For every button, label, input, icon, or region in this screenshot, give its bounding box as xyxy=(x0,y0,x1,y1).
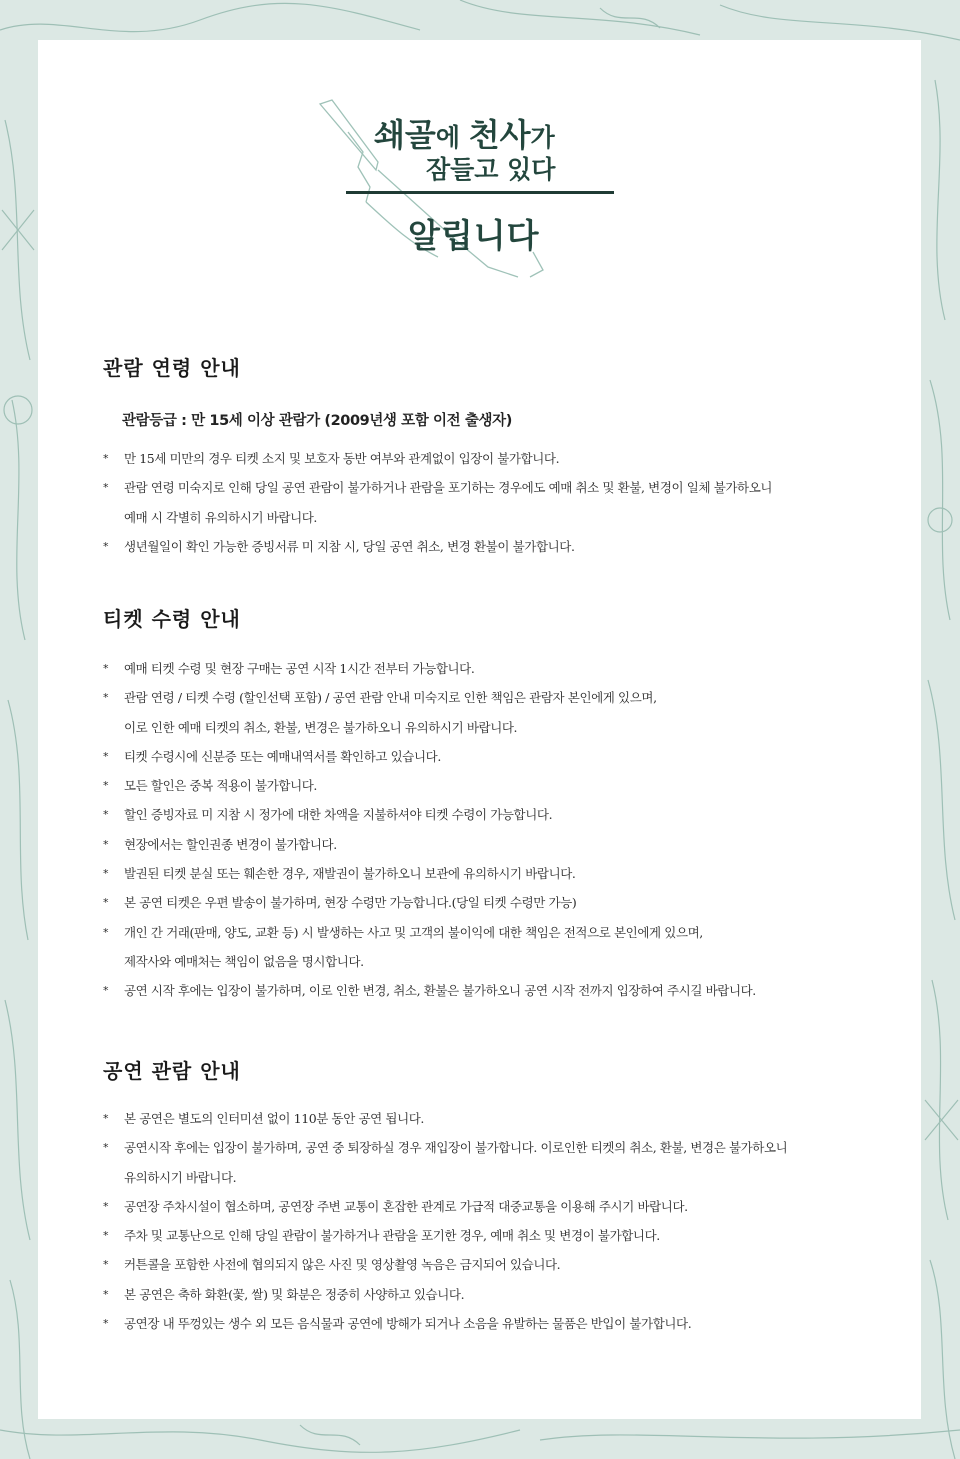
bullet: * xyxy=(103,984,109,998)
list-item: * 본 공연은 축하 화환(꽃, 쌀) 및 화분은 정중히 사양하고 있습니다. xyxy=(103,1280,893,1309)
list-item: * 공연장 주차시설이 협소하며, 공연장 주변 교통이 혼잡한 관계로 가급적 대중교통을 이용해 주시기 바랍니다. xyxy=(103,1192,893,1221)
bullet: * xyxy=(103,808,109,822)
list-item: * 생년월일이 확인 가능한 증빙서류 미 지참 시, 당일 공연 취소, 변경 환불이 불가합니다. xyxy=(103,532,893,561)
list-item: * 주차 및 교통난으로 인해 당일 관람이 불가하거나 관람을 포기한 경우, 예매 취소 및 변경이 불가합니다. xyxy=(103,1221,893,1250)
list-item: * 공연장 내 뚜껑있는 생수 외 모든 음식물과 공연에 방해가 되거나 소음을 유발하는 물품은 반입이 불가합니다. xyxy=(103,1309,893,1338)
list-item: * 모든 할인은 중복 적용이 불가합니다. xyxy=(103,771,893,800)
list-item: * 개인 간 거래(판매, 양도, 교환 등) 시 발생하는 사고 및 고객의 불이익에 대한 책임은 전적으로 본인에게 있으며, 제작사와 예매처는 책임이 없음을 명시합니다. xyxy=(103,918,893,977)
list-item: * 예매 티켓 수령 및 현장 구매는 공연 시작 1시간 전부터 가능합니다. xyxy=(103,654,893,683)
list-item: * 발권된 티켓 분실 또는 훼손한 경우, 재발권이 불가하오니 보관에 유의하시기 바랍니다. xyxy=(103,859,893,888)
list-item: * 티켓 수령시에 신분증 또는 예매내역서를 확인하고 있습니다. xyxy=(103,742,893,771)
list-item: * 할인 증빙자료 미 지참 시 정가에 대한 차액을 지불하셔야 티켓 수령이 가능합니다. xyxy=(103,800,893,829)
list-item: * 공연시작 후에는 입장이 불가하며, 공연 중 퇴장하실 경우 재입장이 불가합니다. 이로인한 티켓의 취소, 환불, 변경은 불가하오니 유의하시기 바랍니다. xyxy=(103,1133,893,1192)
list-item: * 만 15세 미만의 경우 티켓 소지 및 보호자 동반 여부와 관계없이 입장이 불가합니다. xyxy=(103,444,893,473)
list-item: * 커튼콜을 포함한 사전에 협의되지 않은 사진 및 영상촬영 녹음은 금지되어 있습니다. xyxy=(103,1250,893,1279)
bullet: * xyxy=(103,539,109,553)
section-heading: 티켓 수령 안내 xyxy=(103,607,241,631)
bullet: * xyxy=(103,1112,109,1125)
section-heading: 공연 관람 안내 xyxy=(103,1059,241,1083)
notice-heading: 알립니다 xyxy=(408,216,540,255)
show-title-line2: 잠들고 있다 xyxy=(426,155,556,184)
section-viewing-guide xyxy=(103,1055,893,1338)
bullet: * xyxy=(103,837,109,851)
list-item: * 관람 연령 미숙지로 인해 당일 공연 관람이 불가하거나 관람을 포기하는 경우에도 예매 취소 및 환불, 변경이 일체 불가하오니 예매 시 각별히 유의하시기 바랍니다. xyxy=(103,473,893,532)
bullet: * xyxy=(103,1229,109,1243)
bullet: * xyxy=(103,1317,109,1331)
list-item: * 관람 연령 / 티켓 수령 (할인선택 포함) / 공연 관람 안내 미숙지로 인한 책임은 관람자 본인에게 있으며, 이로 인한 예매 티켓의 취소, 환불, 변경은 불가하오니 유의하시기 바랍니다. xyxy=(103,683,893,742)
bullet: * xyxy=(103,691,109,705)
bullet: * xyxy=(103,1199,109,1213)
list-item: * 현장에서는 할인권종 변경이 불가합니다. xyxy=(103,830,893,859)
show-title-line1: 쇄골에 천사가 xyxy=(374,116,555,154)
list-item: * 공연 시작 후에는 입장이 불가하며, 이로 인한 변경, 취소, 환불은 불가하오니 공연 시작 전까지 입장하여 주시길 바랍니다. xyxy=(103,976,893,1005)
bullet: * xyxy=(103,867,109,881)
bullet: * xyxy=(103,481,109,495)
rating-text: 관람등급 : 만 15세 이상 관람가 (2009년생 포함 이전 출생자) xyxy=(122,413,512,429)
bullet: * xyxy=(103,1258,109,1272)
list-item: * 본 공연은 별도의 인터미션 없이 110분 동안 공연 됩니다. xyxy=(103,1104,893,1133)
bullet: * xyxy=(103,662,109,675)
show-logo xyxy=(318,92,618,282)
bullet: * xyxy=(103,749,109,763)
bullet: * xyxy=(103,1287,109,1301)
list-item: * 본 공연 티켓은 우편 발송이 불가하며, 현장 수령만 가능합니다.(당일 티켓 수령만 가능) xyxy=(103,888,893,917)
section-age-guide xyxy=(103,352,893,561)
section-heading: 관람 연령 안내 xyxy=(103,356,241,380)
bullet: * xyxy=(103,896,109,910)
bullet: * xyxy=(103,779,109,793)
section-ticket-guide xyxy=(103,603,893,1006)
item-list xyxy=(103,444,893,561)
title-divider xyxy=(346,191,614,194)
bullet: * xyxy=(103,1141,109,1155)
bullet: * xyxy=(103,925,109,939)
bullet: * xyxy=(103,452,109,465)
item-list xyxy=(103,1104,893,1338)
item-list xyxy=(103,654,893,1006)
